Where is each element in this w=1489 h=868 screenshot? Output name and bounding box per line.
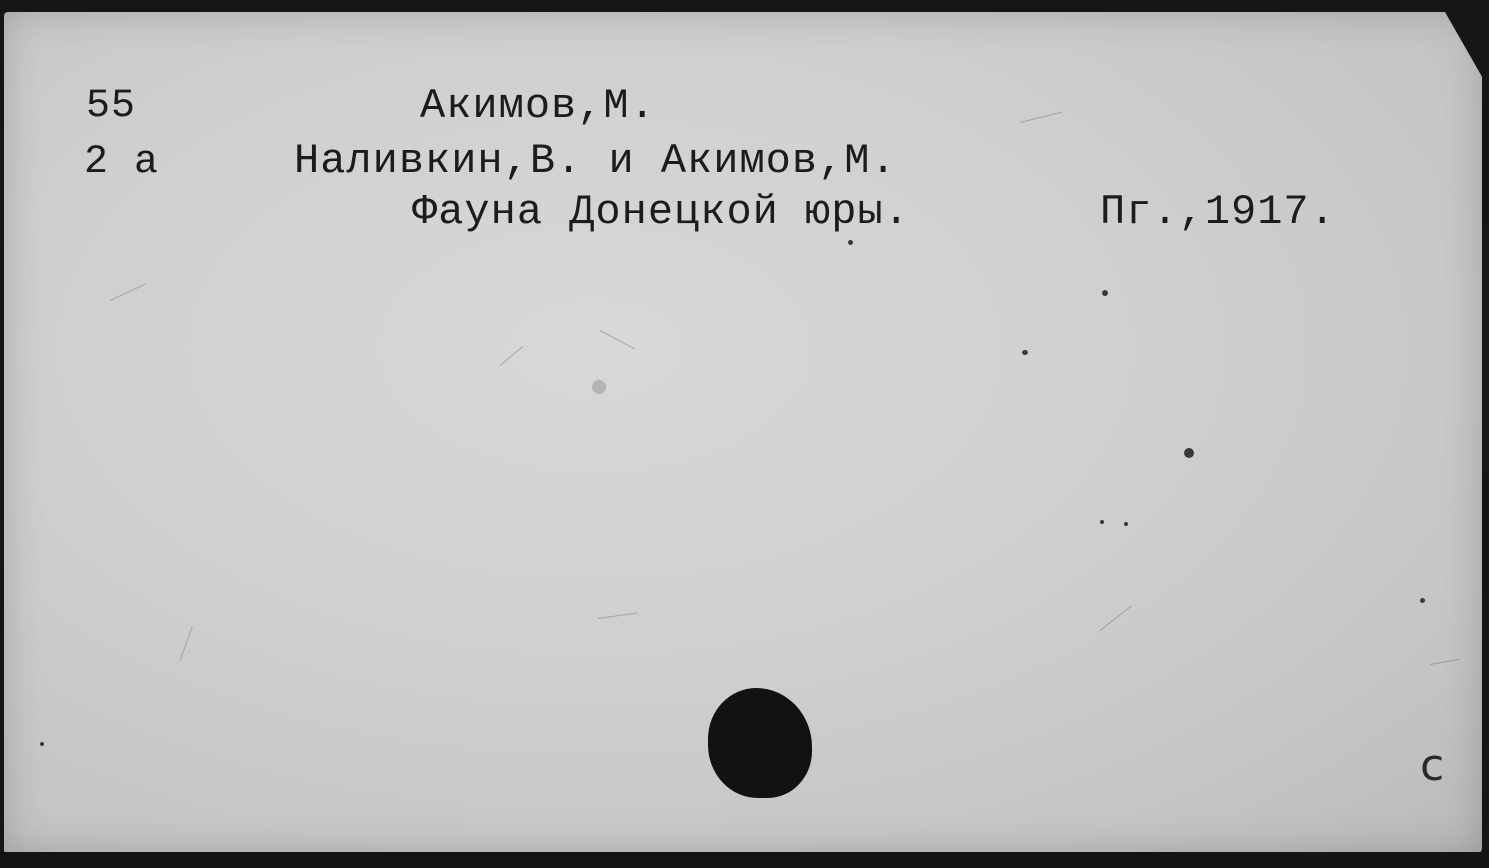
card-corner-fold bbox=[1445, 12, 1485, 82]
call-number: 55 bbox=[86, 84, 137, 129]
paper-speck bbox=[1420, 598, 1425, 603]
call-letter: 2 а bbox=[84, 140, 160, 185]
paper-speck bbox=[40, 742, 44, 746]
paper-speck bbox=[848, 240, 853, 245]
paper-speck bbox=[1102, 290, 1108, 296]
paper-speck bbox=[1124, 522, 1128, 526]
paper-speck bbox=[592, 380, 606, 394]
heading-author: Акимов,М. bbox=[420, 82, 656, 130]
work-title: Фауна Донецкой юры. bbox=[412, 188, 910, 236]
authors-line: Наливкин,В. и Акимов,М. bbox=[294, 137, 897, 185]
scan-bottom-edge bbox=[0, 852, 1489, 868]
imprint-place-year: Пг.,1917. bbox=[1100, 188, 1336, 236]
paper-speck bbox=[1022, 350, 1028, 355]
paper-speck bbox=[1184, 448, 1194, 458]
handwritten-corner-mark: с bbox=[1420, 740, 1445, 791]
paper-speck bbox=[1100, 520, 1104, 524]
